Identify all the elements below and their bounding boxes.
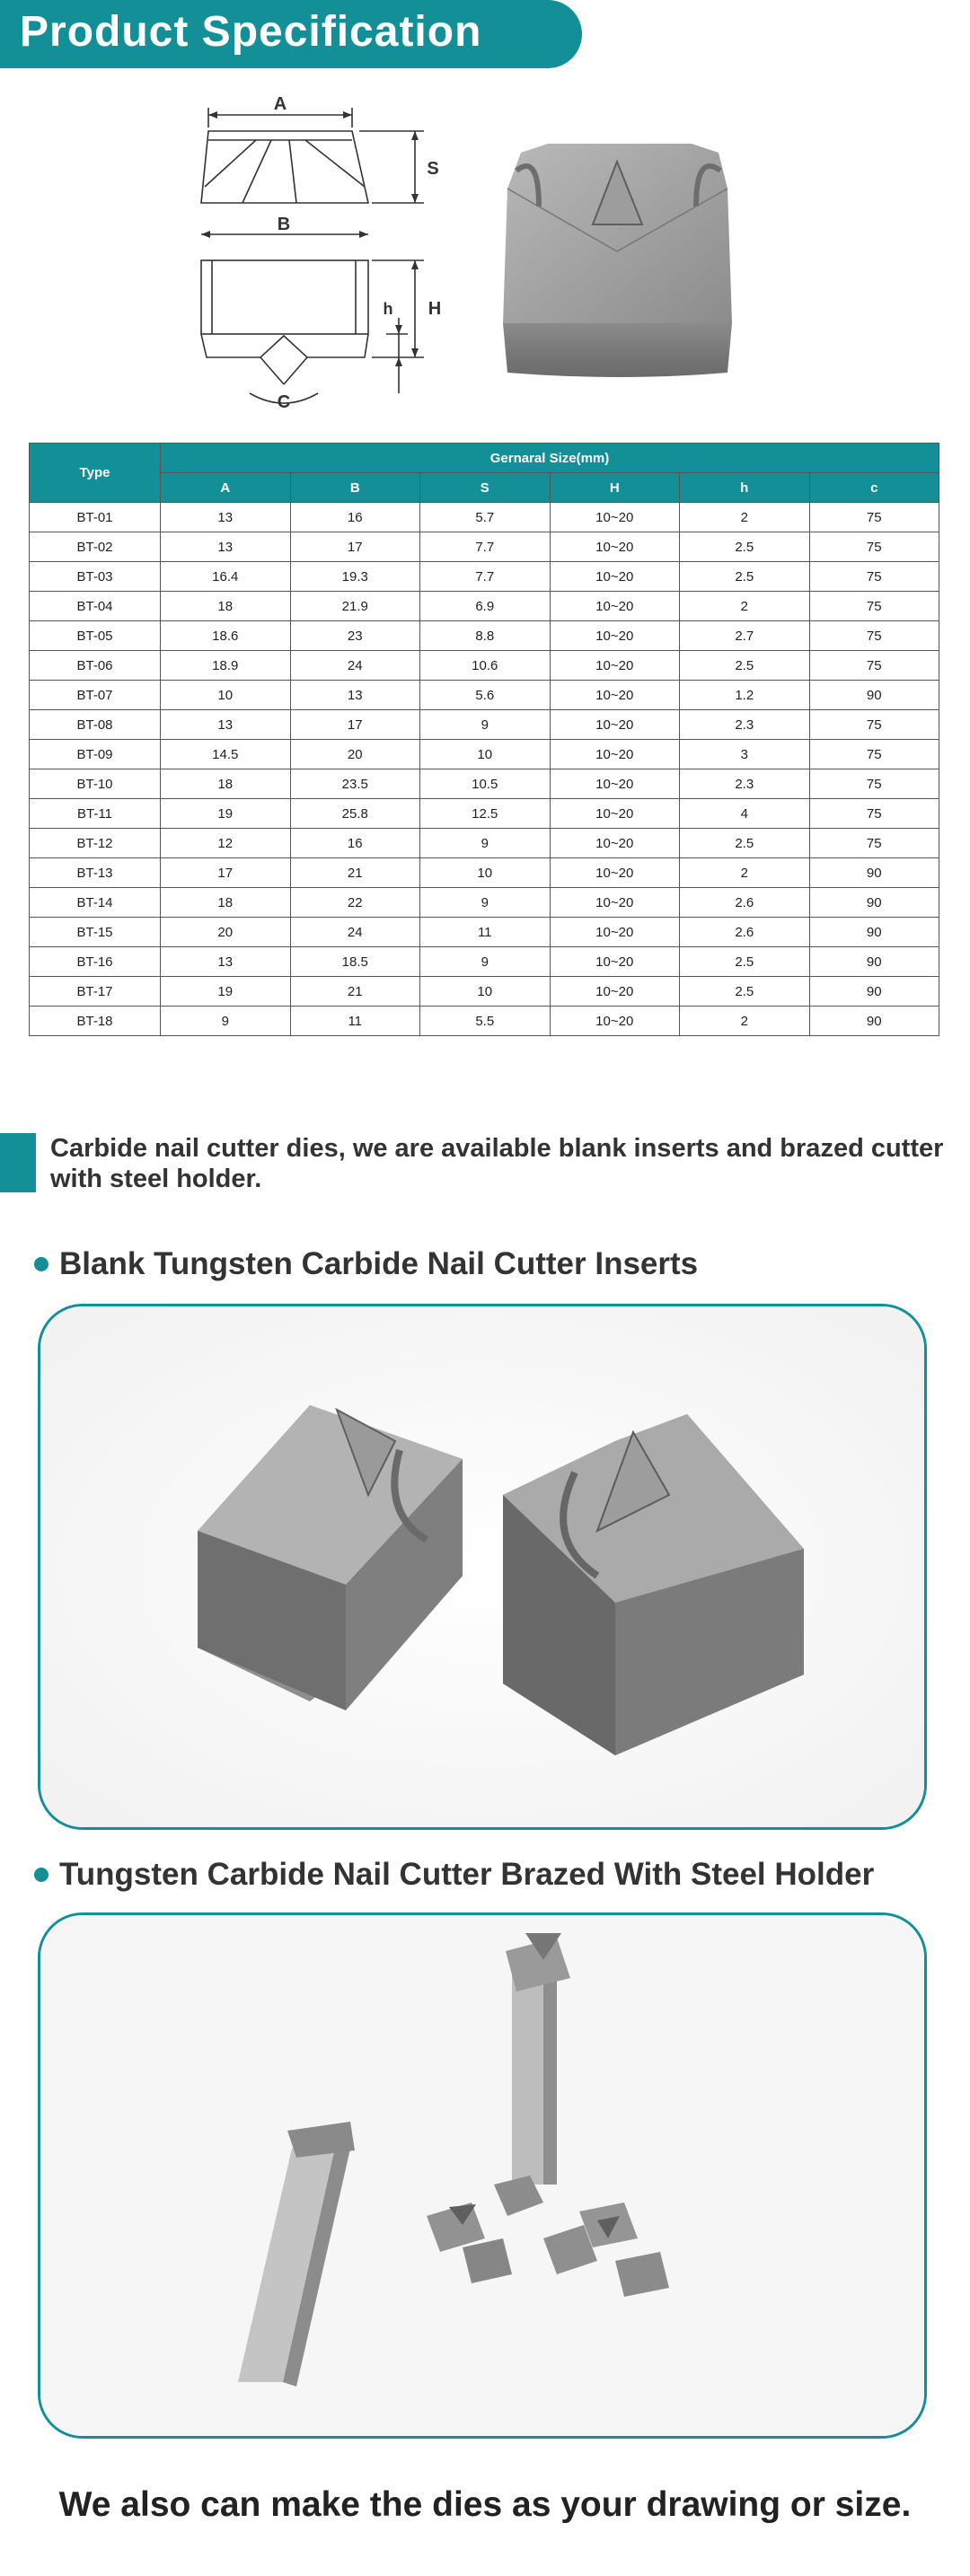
value-cell: 10~20: [550, 740, 680, 769]
value-cell: 18: [161, 888, 291, 918]
spec-table: [29, 443, 939, 1036]
column-header: c: [809, 473, 939, 503]
product-photo-insert: [485, 135, 754, 395]
value-cell: 10~20: [550, 621, 680, 651]
section-title-blank-inserts: [34, 1246, 698, 1282]
value-cell: 13: [161, 503, 291, 532]
section-title-brazed-holder: [34, 1857, 874, 1893]
table-row: [30, 858, 939, 888]
type-cell: BT-06: [30, 651, 161, 681]
type-cell: BT-11: [30, 799, 161, 829]
value-cell: 10~20: [550, 710, 680, 740]
closing-text: We also can make the dies as your drawing or size.: [58, 2485, 912, 2524]
value-cell: 3: [680, 740, 810, 769]
value-cell: 25.8: [290, 799, 420, 829]
value-cell: 18.5: [290, 947, 420, 977]
type-cell: BT-14: [30, 888, 161, 918]
value-cell: 11: [420, 918, 551, 947]
value-cell: 9: [420, 888, 551, 918]
value-cell: 75: [809, 532, 939, 562]
value-cell: 2.5: [680, 977, 810, 1007]
type-cell: BT-08: [30, 710, 161, 740]
value-cell: 2.3: [680, 769, 810, 799]
value-cell: 2.5: [680, 947, 810, 977]
table-row: [30, 1007, 939, 1036]
column-header: S: [420, 473, 551, 503]
value-cell: 21.9: [290, 592, 420, 621]
table-row: [30, 621, 939, 651]
bullet-icon: [34, 1868, 48, 1882]
value-cell: 17: [290, 532, 420, 562]
value-cell: 9: [420, 947, 551, 977]
value-cell: 2: [680, 592, 810, 621]
value-cell: 10.5: [420, 769, 551, 799]
value-cell: 20: [290, 740, 420, 769]
type-cell: BT-12: [30, 829, 161, 858]
value-cell: 13: [161, 947, 291, 977]
value-cell: 2.5: [680, 651, 810, 681]
value-cell: 4: [680, 799, 810, 829]
value-cell: 2: [680, 503, 810, 532]
table-row: [30, 562, 939, 592]
value-cell: 10~20: [550, 888, 680, 918]
column-header: A: [161, 473, 291, 503]
value-cell: 13: [161, 532, 291, 562]
value-cell: 21: [290, 858, 420, 888]
column-header: H: [550, 473, 680, 503]
value-cell: 21: [290, 977, 420, 1007]
value-cell: 10~20: [550, 858, 680, 888]
value-cell: 18.9: [161, 651, 291, 681]
type-header: Type: [30, 444, 161, 503]
value-cell: 22: [290, 888, 420, 918]
value-cell: 12.5: [420, 799, 551, 829]
value-cell: 5.5: [420, 1007, 551, 1036]
value-cell: 10~20: [550, 977, 680, 1007]
value-cell: 9: [420, 829, 551, 858]
value-cell: 7.7: [420, 562, 551, 592]
table-row: [30, 503, 939, 532]
value-cell: 7.7: [420, 532, 551, 562]
value-cell: 10~20: [550, 503, 680, 532]
label-c: C: [277, 392, 291, 412]
intro-marker: [0, 1133, 36, 1192]
table-row: [30, 888, 939, 918]
value-cell: 90: [809, 681, 939, 710]
value-cell: 75: [809, 829, 939, 858]
table-header-row: [30, 444, 939, 473]
value-cell: 2.6: [680, 888, 810, 918]
value-cell: 75: [809, 562, 939, 592]
value-cell: 9: [420, 710, 551, 740]
value-cell: 75: [809, 710, 939, 740]
value-cell: 9: [161, 1007, 291, 1036]
type-cell: BT-07: [30, 681, 161, 710]
value-cell: 19.3: [290, 562, 420, 592]
label-a: A: [273, 94, 287, 114]
value-cell: 90: [809, 1007, 939, 1036]
type-cell: BT-13: [30, 858, 161, 888]
type-cell: BT-03: [30, 562, 161, 592]
value-cell: 23: [290, 621, 420, 651]
product-photo-brazed-holder: [40, 1915, 924, 2436]
value-cell: 17: [161, 858, 291, 888]
table-row: [30, 947, 939, 977]
photo-frame-blank-inserts: [38, 1304, 927, 1830]
value-cell: 16: [290, 829, 420, 858]
value-cell: 75: [809, 651, 939, 681]
table-row: [30, 829, 939, 858]
bullet-icon: [34, 1257, 48, 1271]
value-cell: 16.4: [161, 562, 291, 592]
table-row: [30, 918, 939, 947]
value-cell: 10~20: [550, 799, 680, 829]
type-cell: BT-15: [30, 918, 161, 947]
value-cell: 17: [290, 710, 420, 740]
group-header: Gernaral Size(mm): [161, 444, 939, 473]
dimension-diagram: [189, 88, 458, 417]
value-cell: 10~20: [550, 769, 680, 799]
value-cell: 10: [420, 740, 551, 769]
value-cell: 19: [161, 977, 291, 1007]
value-cell: 10~20: [550, 651, 680, 681]
value-cell: 10~20: [550, 1007, 680, 1036]
type-cell: BT-16: [30, 947, 161, 977]
value-cell: 2.6: [680, 918, 810, 947]
value-cell: 10~20: [550, 918, 680, 947]
value-cell: 75: [809, 592, 939, 621]
column-header: B: [290, 473, 420, 503]
value-cell: 10: [420, 977, 551, 1007]
table-row: [30, 651, 939, 681]
value-cell: 14.5: [161, 740, 291, 769]
value-cell: 2.5: [680, 532, 810, 562]
value-cell: 10~20: [550, 592, 680, 621]
value-cell: 20: [161, 918, 291, 947]
value-cell: 90: [809, 918, 939, 947]
title-bar: [0, 0, 582, 68]
table-row: [30, 592, 939, 621]
value-cell: 12: [161, 829, 291, 858]
value-cell: 2.3: [680, 710, 810, 740]
value-cell: 10~20: [550, 532, 680, 562]
value-cell: 90: [809, 947, 939, 977]
type-cell: BT-10: [30, 769, 161, 799]
type-cell: BT-01: [30, 503, 161, 532]
table-row: [30, 799, 939, 829]
value-cell: 10~20: [550, 947, 680, 977]
label-s: S: [427, 159, 439, 179]
value-cell: 2: [680, 858, 810, 888]
section-title-text: Blank Tungsten Carbide Nail Cutter Inserts: [59, 1246, 699, 1281]
table-row: [30, 740, 939, 769]
value-cell: 13: [161, 710, 291, 740]
type-cell: BT-17: [30, 977, 161, 1007]
type-cell: BT-09: [30, 740, 161, 769]
value-cell: 13: [290, 681, 420, 710]
value-cell: 90: [809, 888, 939, 918]
value-cell: 10~20: [550, 562, 680, 592]
table-body: [30, 503, 939, 1036]
value-cell: 10~20: [550, 681, 680, 710]
value-cell: 2.5: [680, 829, 810, 858]
label-b: B: [277, 215, 291, 234]
type-cell: BT-04: [30, 592, 161, 621]
value-cell: 11: [290, 1007, 420, 1036]
value-cell: 75: [809, 799, 939, 829]
value-cell: 2.7: [680, 621, 810, 651]
value-cell: 10~20: [550, 829, 680, 858]
product-photo-blank-inserts: [40, 1306, 924, 1827]
photo-frame-brazed-holder: [38, 1912, 927, 2439]
value-cell: 75: [809, 503, 939, 532]
value-cell: 90: [809, 977, 939, 1007]
value-cell: 10: [161, 681, 291, 710]
page-title: Product Specification: [20, 8, 482, 56]
value-cell: 16: [290, 503, 420, 532]
value-cell: 1.2: [680, 681, 810, 710]
section-title-text: Tungsten Carbide Nail Cutter Brazed With Steel Holder: [59, 1857, 875, 1892]
table-row: [30, 710, 939, 740]
label-h-upper: H: [428, 299, 442, 319]
intro-text: Carbide nail cutter dies, we are available blank inserts and brazed cutter with steel holder.: [50, 1134, 944, 1193]
table-row: [30, 769, 939, 799]
value-cell: 2.5: [680, 562, 810, 592]
value-cell: 5.6: [420, 681, 551, 710]
table-row: [30, 681, 939, 710]
value-cell: 24: [290, 918, 420, 947]
table-row: [30, 977, 939, 1007]
value-cell: 23.5: [290, 769, 420, 799]
table-row: [30, 532, 939, 562]
value-cell: 5.7: [420, 503, 551, 532]
value-cell: 75: [809, 621, 939, 651]
value-cell: 18.6: [161, 621, 291, 651]
value-cell: 90: [809, 858, 939, 888]
value-cell: 75: [809, 769, 939, 799]
type-cell: BT-02: [30, 532, 161, 562]
type-cell: BT-05: [30, 621, 161, 651]
value-cell: 2: [680, 1007, 810, 1036]
table-subheader-row: [30, 473, 939, 503]
value-cell: 19: [161, 799, 291, 829]
value-cell: 10: [420, 858, 551, 888]
column-header: h: [680, 473, 810, 503]
value-cell: 18: [161, 592, 291, 621]
value-cell: 10.6: [420, 651, 551, 681]
value-cell: 24: [290, 651, 420, 681]
value-cell: 6.9: [420, 592, 551, 621]
value-cell: 18: [161, 769, 291, 799]
type-cell: BT-18: [30, 1007, 161, 1036]
value-cell: 75: [809, 740, 939, 769]
value-cell: 8.8: [420, 621, 551, 651]
label-h-lower: h: [383, 300, 393, 318]
